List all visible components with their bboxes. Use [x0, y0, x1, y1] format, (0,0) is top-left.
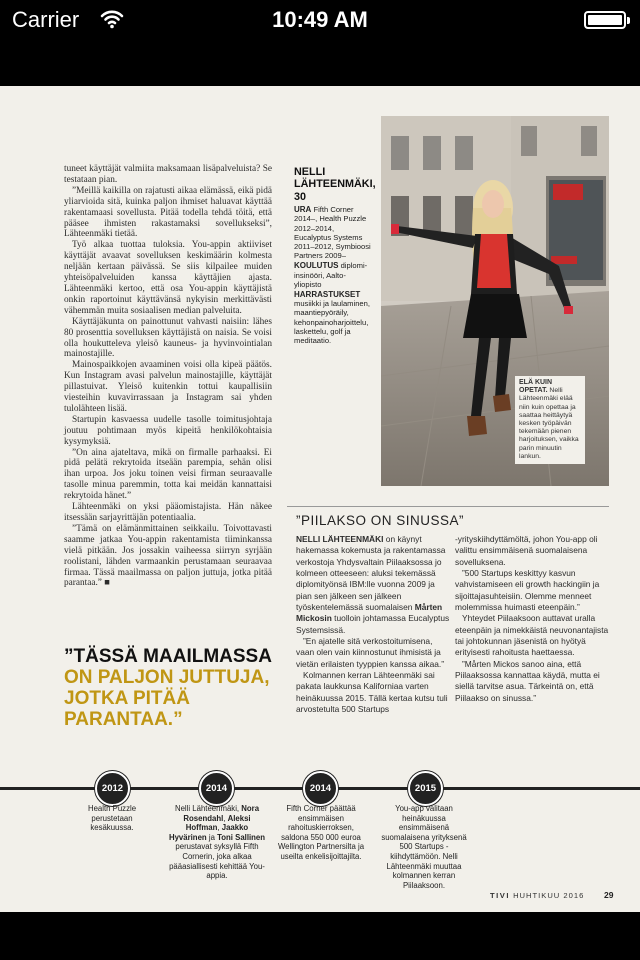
profile-label: URA: [294, 205, 312, 215]
paragraph: [296, 534, 451, 636]
pull-quote-line: ON PALJON JUTTUJA,: [64, 667, 270, 688]
paragraph: Kolmannen kerran Lähteenmäki sai pakata laukkunsa Kaliforniaa varten heinäkuussa 2015. Tällä kertaa kutsu tuli arvostetulta 500 Startups: [296, 670, 448, 715]
paragraph: Työ alkaa tuottaa tuloksia. You-appin aktiiviset käyttäjät avaavat sovelluksen keskimäärin kolmesta neljään kertaan päivässä. Se siis kilpailee muiden yhteisöpalveluiden kanssa käyttäjien ajasta. Lähteenmäki kertoo, että osa You-appin käyttäjistä onkin raportoinut käyttävänsä nykyisin merkittävästi vähemmän muita sosiaalisen median palveluita.: [64, 240, 272, 316]
article-right-column: [455, 534, 610, 704]
timeline-text: You-app valitaan heinäkuussa ensimmäisenä suomalaisena yrityksenä 500 Startups -kiihdyttämöön. Nelli Lähteenmäki muuttaa kolmannen kerran Piilaaksoon.: [381, 804, 467, 890]
lead-text: on käynyt hakemassa kokemusta ja rakentamassa verkostoja Yhdysvaltain Piilaaksossa jo kolmeen otteeseen: aluksi tekemässä diplomityönsä IBM:lle vuonna 2009 ja pian sen jälkeen sen jälkeen työskentelemässä suomalaisen: [296, 534, 446, 613]
paragraph: ”500 Startups keskittyy kasvun vahvistamiseen eli growth hackingiin ja sijoittajasuhteisiin. Olemme menneet molemmissa huimasti eteenpäin.”: [455, 568, 600, 613]
paragraph: Mainospaikkojen avaaminen voisi olla kipeä päätös. Kun Instagram avasi palvelun mainostajille, käyttäjät pillastuivat. Yleisö kuitenkin tottui kaupallisiin viesteihin kuvavirrassaan ja Instagram sai yhden tulolähteen lisää.: [64, 360, 272, 414]
profile-text: Fifth Corner 2014–, Health Puzzle 2012–2014, Eucalyptus Systems 2011–2012, Symbioosi Partners 2009–: [294, 205, 371, 261]
magazine-page[interactable]: [0, 86, 640, 912]
paragraph: ”Mårten Mickos sanoo aina, että Piilaaksossa kannattaa käydä, mutta ei siellä tarvitse asua. Tärkeintä on, että Piilaakso on sinussa.”: [455, 658, 600, 703]
timeline-year: 2015: [408, 771, 443, 806]
caption-text: Nelli Lähteenmäki elää niin kuin opettaa ja saattaa heittäytyä kesken työpäivän tekemään pienen harjoituksen, vaikka parin minuutin lankun.: [519, 387, 579, 460]
article-middle-column: [296, 534, 451, 716]
timeline-text: Health Puzzle perustetaan kesäkuussa.: [87, 804, 137, 833]
timeline-year: 2014: [303, 771, 338, 806]
status-bar: [0, 0, 640, 40]
issue-date: HUHTIKUU 2016: [513, 891, 585, 900]
article-left-column: [64, 164, 272, 589]
timeline-text: Fifth Corner päättää ensimmäisen rahoituskierroksen, saldona 550 000 euroa Wellington Partnersilta ja useilta enkelisijoittajilta.: [277, 804, 365, 861]
paragraph: Käyttäjäkunta on painottunut vahvasti naisiin: lähes 80 prosenttia sovelluksen käyttäjistä on naisia. Se voisi olla houkutteleva yleisö kauneus- ja hyvinvointialan mainostajille.: [64, 316, 272, 360]
section-heading: ”PIILAKSO ON SINUSSA”: [296, 513, 465, 528]
magazine-footer: [490, 891, 584, 900]
lead-name: NELLI LÄHTEENMÄKI: [296, 534, 384, 544]
page-number: 29: [604, 890, 614, 900]
profile-name: NELLI LÄHTEENMÄKI, 30: [294, 166, 376, 203]
caption-title: ELÄ KUIN OPETAT.: [519, 379, 553, 395]
lead-text-end: tuolloin johtamassa Eucalyptus Systemsissä.: [296, 613, 450, 635]
pull-quote-line: PARANTAA.”: [64, 709, 183, 730]
profile-text: diplomi-insinööri, Aalto-yliopisto: [294, 261, 368, 289]
profile-box: [294, 166, 376, 346]
paragraph: ”On aina ajateltava, mikä on firmalle parhaaksi. Ei pidä pelätä rekrytoida itseään parempia, sehän olisi ihan urpoa. Jos joku toinen veisi firman seuraavalle tasolle minua paremmin, totta kai meidän kannattaisi rekrytoida hänet.”: [64, 447, 272, 502]
paragraph: ”En ajatelle sitä verkostoitumisena, vaan olen vain kiinnostunut ihmisistä ja vietän erilaisten tyyppien kanssa aikaa.”: [296, 636, 445, 669]
profile-text: musiikki ja laulaminen, maantiepyöräily, kehonpainoharjoittelu, laskettelu, golf ja meditaatio.: [294, 299, 370, 346]
pull-quote-line: JOTKA PITÄÄ: [64, 688, 190, 709]
clock: 10:49 AM: [272, 7, 368, 32]
paragraph: ”Tämä on elämänmittainen seikkailu. Toivottavasti saamme jatkaa You-appin rakentamista tiiminkanssa vielä pitkään. Jos jossakin vaiheessa siirryn syrjään roolistani, lähden varmaankin perustamaan seuraavaa firmaa. Tässä maailmassa on paljon juttuja, jotka pitää parantaa.” ■: [64, 523, 272, 589]
paragraph: tuneet käyttäjät valmiita maksamaan lisäpalveluista? Se testataan pian.: [64, 164, 272, 185]
profile-label: HARRASTUKSET: [294, 290, 361, 300]
carrier-label: Carrier: [12, 7, 80, 32]
paragraph: -yrityskiihdyttämöltä, johon You-app oli valittu ensimmäisenä suomalaisena sovelluksena.: [455, 534, 598, 567]
paragraph: Startupin kasvaessa uudelle tasolle toimitusjohtaja joutuu pohtimaan myös kipeitä henkilökohtaisia kysymyksiä.: [64, 414, 272, 447]
person-name: Mårten Mickosin: [296, 602, 443, 624]
profile-label: KOULUTUS: [294, 261, 339, 271]
paragraph: Lähteenmäki on yksi pääomistajista. Hän näkee itsessään sarjayrittäjän potentiaalia.: [64, 502, 272, 523]
pull-quote: [64, 646, 284, 730]
photo-caption: [515, 376, 585, 464]
timeline-year: 2012: [95, 771, 130, 806]
battery-icon: [584, 11, 626, 29]
paragraph: ”Meillä kaikilla on rajatusti aikaa elämässä, eikä pidä yliarvioida sitä, kuinka paljon ihmiset haluavat käyttää rakentamaasi sovellusta. Pitää todella tehdä töitä, että pääsee ihmisten rakastamaksi sovellukseksi”, Lähteenmäki tietää.: [64, 185, 272, 240]
magazine-name: TIVI: [490, 891, 510, 900]
section-divider: [287, 506, 609, 507]
pull-quote-line: ”TÄSSÄ MAAILMASSA: [64, 646, 272, 667]
timeline-year: 2014: [199, 771, 234, 806]
timeline-text: Nelli Lähteenmäki, Nora Rosendahl, Aleksi Hoffman, Jaakko Hyvärinen ja Toni Sallinen perustavat syksyllä Fifth Cornerin, joka alkaa pääasiallisesti kehittää You-appia.: [168, 804, 266, 881]
paragraph: Yhteydet Piilaaksoon auttavat uralla eteenpäin ja nimekkäistä neuvonantajista tai johtokunnan jäsenistä on hyötyä erityisesti rahoitusta haettaessa.: [455, 613, 609, 658]
